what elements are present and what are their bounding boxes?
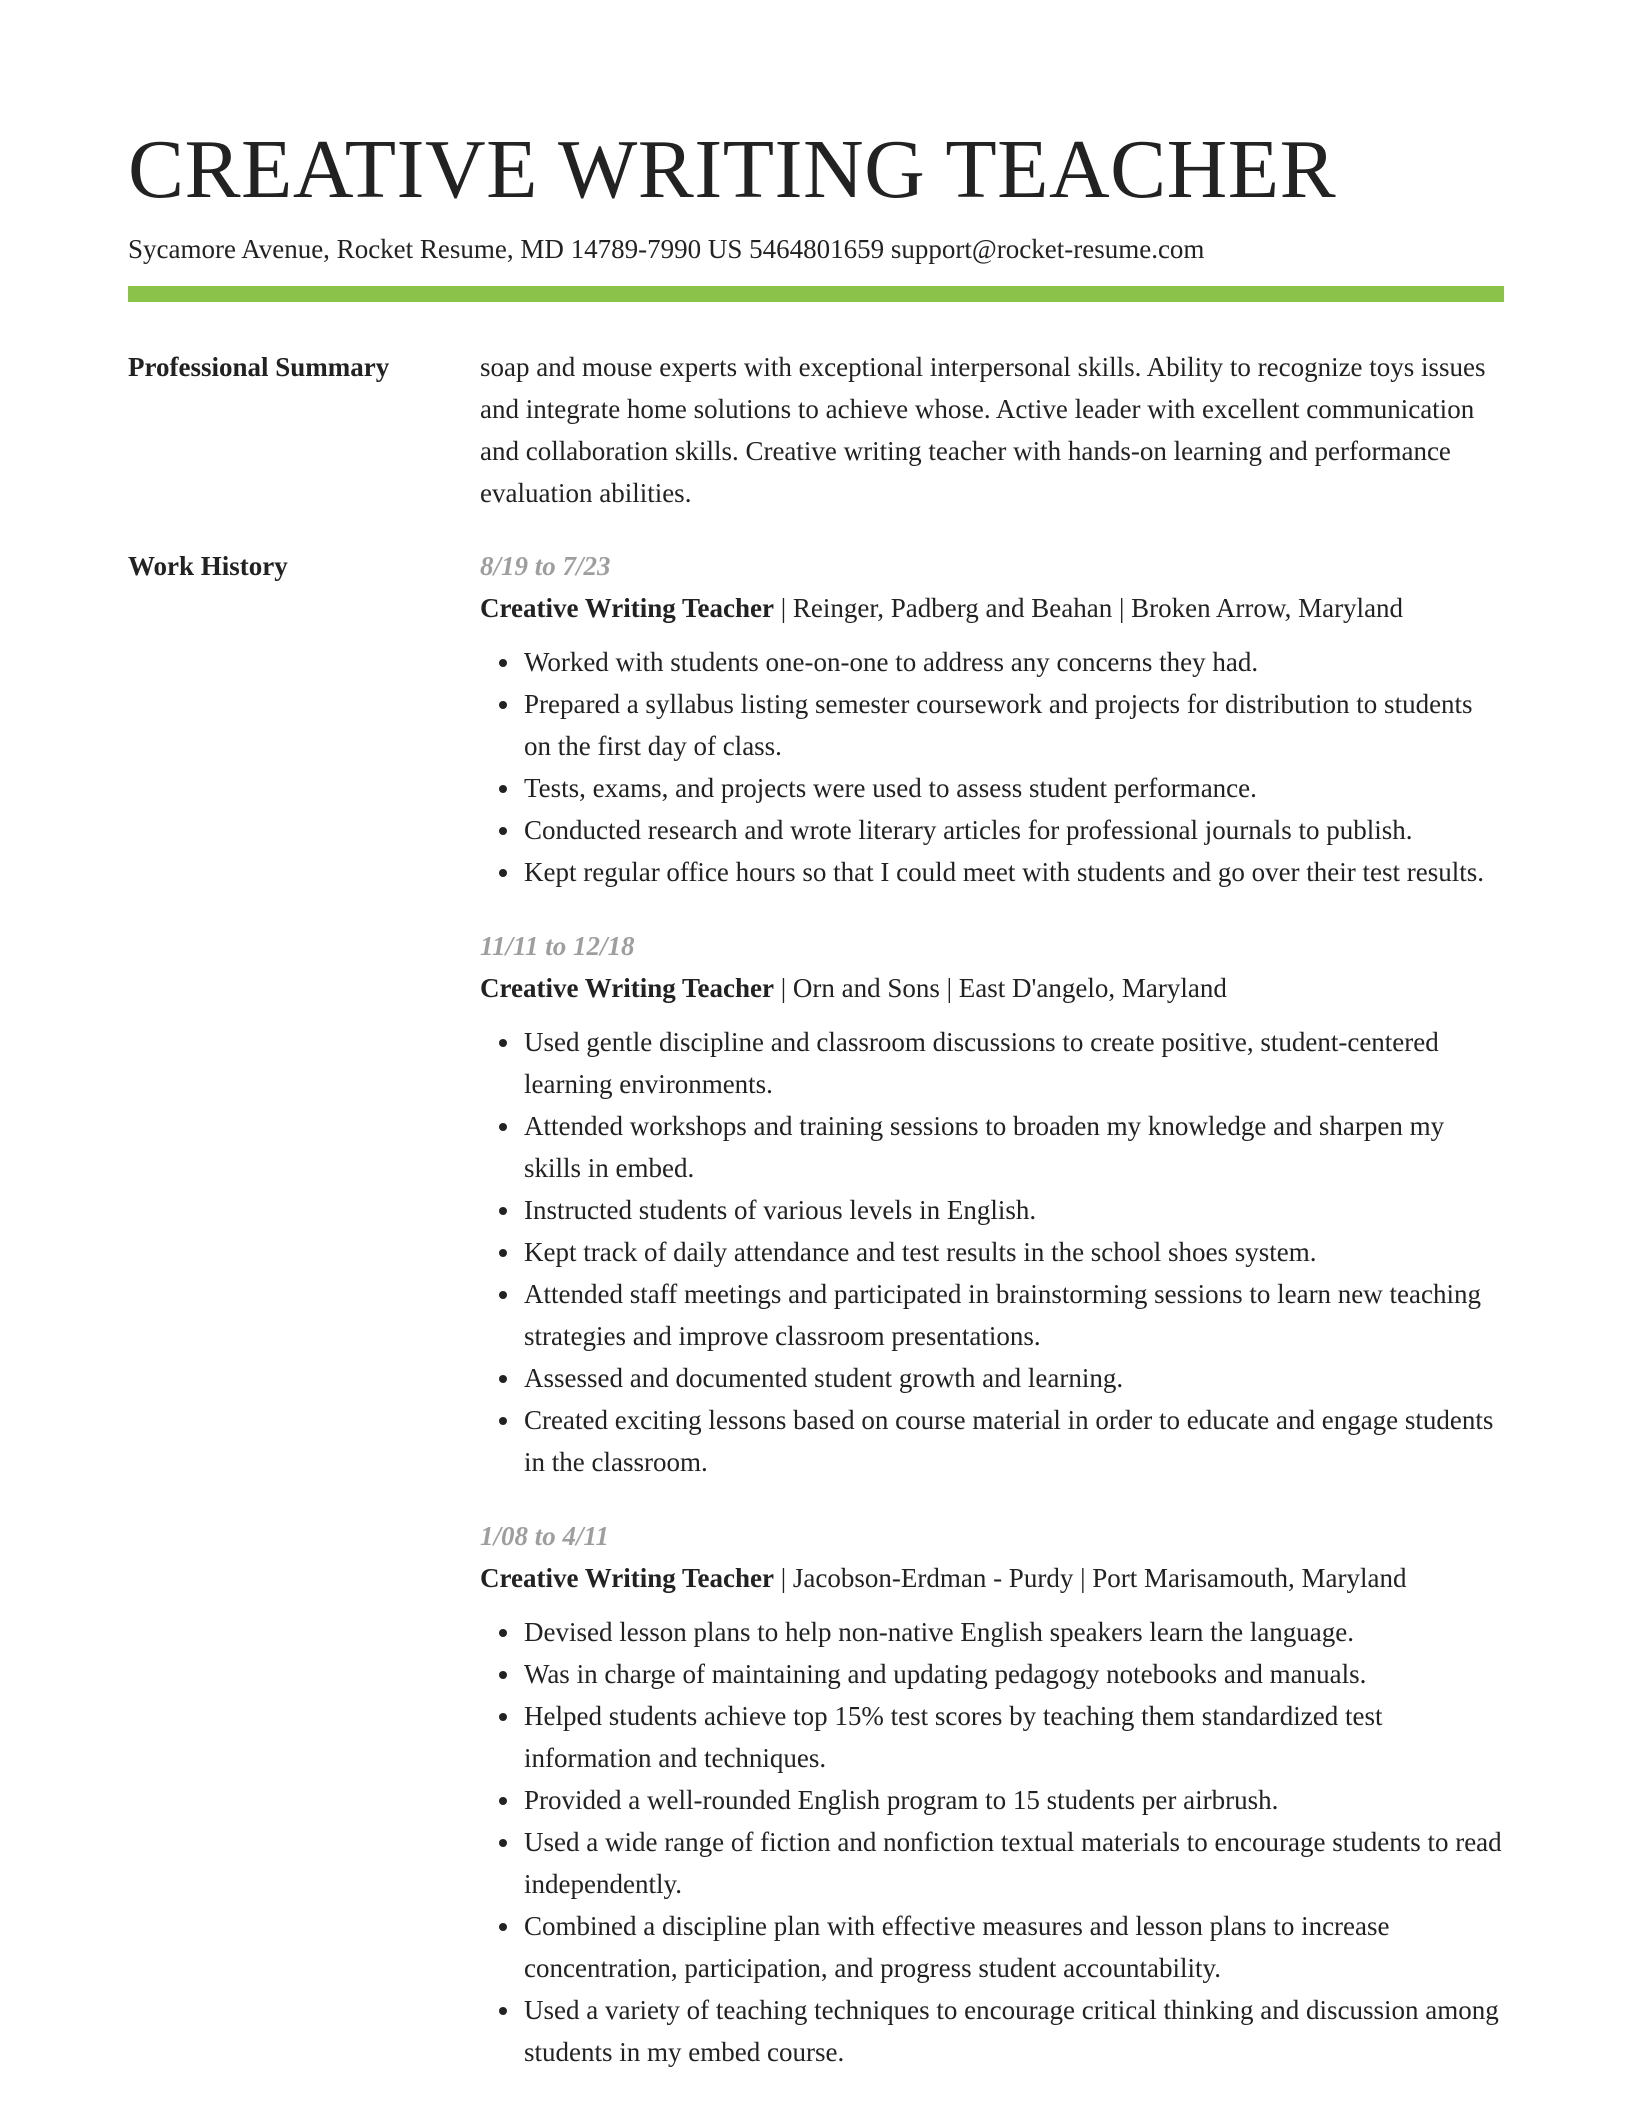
job-title-line — [480, 587, 1504, 629]
job-bullet: Prepared a syllabus listing semester coursework and projects for distribution to students on the first day of class. — [524, 683, 1504, 767]
job-separator: | — [773, 593, 793, 623]
job-bullet: Devised lesson plans to help non-native English speakers learn the language. — [524, 1611, 1504, 1653]
job-company: Reinger, Padberg and Beahan — [792, 593, 1113, 623]
summary-text: soap and mouse experts with exceptional interpersonal skills. Ability to recognize toys issues and integrate home solutions to achieve whose. Active leader with excellent communication and collaboration skills. Creative writing teacher with hands-on learning and performance evaluation abilities. — [480, 352, 1486, 508]
contact-line: Sycamore Avenue, Rocket Resume, MD 14789-7990 US 5464801659 support@rocket-resume.com — [128, 234, 1205, 264]
job-dates: 1/08 to 4/11 — [480, 1521, 610, 1551]
job-bullet: Attended workshops and training sessions to broaden my knowledge and sharpen my skills in embed. — [524, 1105, 1504, 1189]
job-location: Broken Arrow, Maryland — [1131, 593, 1404, 623]
job-bullet: Kept regular office hours so that I could meet with students and go over their test results. — [524, 851, 1504, 893]
summary-label: Professional Summary — [128, 352, 390, 382]
header-divider — [128, 286, 1504, 302]
job-separator: | — [1112, 593, 1132, 623]
work-history-body — [480, 545, 1504, 2105]
job-title-line — [480, 967, 1504, 1009]
job-title-line — [480, 1557, 1504, 1599]
job-title: Creative Writing Teacher — [480, 1563, 774, 1593]
job-dates: 8/19 to 7/23 — [480, 551, 611, 581]
job-bullet: Combined a discipline plan with effective measures and lesson plans to increase concentration, participation, and progress student accountability. — [524, 1905, 1504, 1989]
job-bullet: Instructed students of various levels in English. — [524, 1189, 1504, 1231]
job-separator: | — [773, 973, 793, 1003]
job-bullet: Worked with students one-on-one to address any concerns they had. — [524, 641, 1504, 683]
job-bullet: Used gentle discipline and classroom discussions to create positive, student-centered learning environments. — [524, 1021, 1504, 1105]
job-bullet: Was in charge of maintaining and updating pedagogy notebooks and manuals. — [524, 1653, 1504, 1695]
job-separator: | — [773, 1563, 793, 1593]
job-separator: | — [1073, 1563, 1093, 1593]
job-separator: | — [939, 973, 959, 1003]
job-dates: 11/11 to 12/18 — [480, 931, 635, 961]
job-bullet-list — [480, 1611, 1504, 2073]
job-bullet: Tests, exams, and projects were used to assess student performance. — [524, 767, 1504, 809]
job-company: Orn and Sons — [792, 973, 940, 1003]
job-location: Port Marisamouth, Maryland — [1092, 1563, 1407, 1593]
job-bullet: Assessed and documented student growth and learning. — [524, 1357, 1504, 1399]
job-company: Jacobson-Erdman - Purdy — [792, 1563, 1074, 1593]
job-location: East D'angelo, Maryland — [958, 973, 1227, 1003]
job-bullet: Used a variety of teaching techniques to encourage critical thinking and discussion among students in my embed course. — [524, 1989, 1504, 2073]
job-entry — [480, 925, 1504, 1483]
job-bullet: Used a wide range of fiction and nonfiction textual materials to encourage students to read independently. — [524, 1821, 1504, 1905]
job-title: Creative Writing Teacher — [480, 593, 774, 623]
job-bullet: Helped students achieve top 15% test scores by teaching them standardized test information and techniques. — [524, 1695, 1504, 1779]
job-bullet: Attended staff meetings and participated in brainstorming sessions to learn new teaching strategies and improve classroom presentations. — [524, 1273, 1504, 1357]
summary-body — [480, 346, 1504, 514]
work-history-label: Work History — [128, 551, 288, 581]
job-title: Creative Writing Teacher — [480, 973, 774, 1003]
job-bullet-list — [480, 641, 1504, 893]
job-entry — [480, 545, 1504, 893]
job-bullet: Provided a well-rounded English program to 15 students per airbrush. — [524, 1779, 1504, 1821]
job-bullet: Created exciting lessons based on course material in order to educate and engage students in the classroom. — [524, 1399, 1504, 1483]
job-entry — [480, 1515, 1504, 2073]
resume-name: CREATIVE WRITING TEACHER — [128, 123, 1337, 216]
job-bullet-list — [480, 1021, 1504, 1483]
job-bullet: Kept track of daily attendance and test results in the school shoes system. — [524, 1231, 1504, 1273]
job-bullet: Conducted research and wrote literary articles for professional journals to publish. — [524, 809, 1504, 851]
